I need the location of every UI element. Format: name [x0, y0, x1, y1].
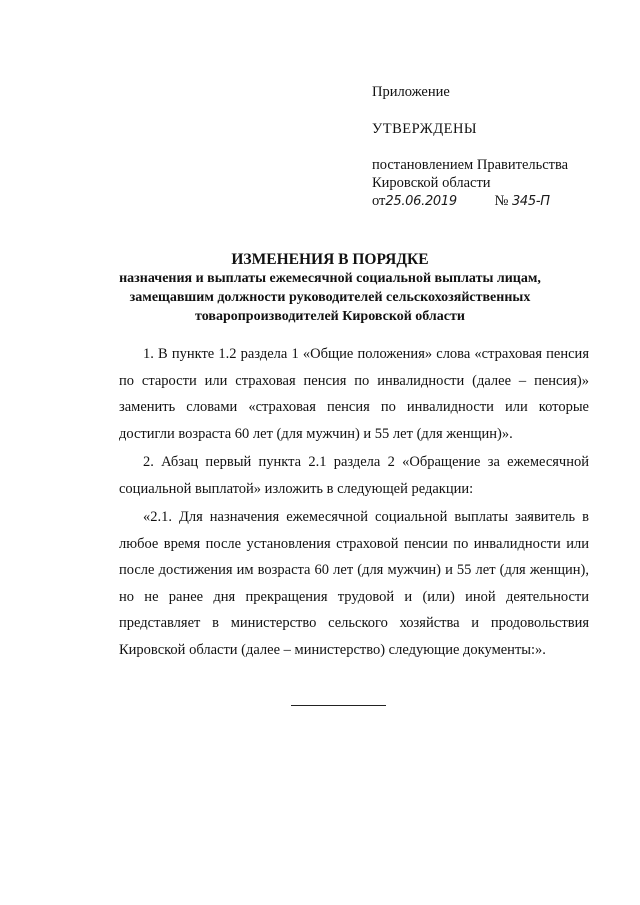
approved-label: УТВЕРЖДЕНЫ [372, 121, 478, 137]
approval-block [372, 83, 612, 211]
document-title [60, 250, 600, 326]
paragraph-2: 2. Абзац первый пункта 2.1 раздела 2 «Обращение за ежемесячной социальной выплатой» изложить в следующей редакции: [119, 454, 589, 497]
handwritten-number: 345-П [511, 194, 550, 209]
decree-line-1: постановлением Правительства [372, 157, 569, 173]
handwritten-date: 25.06.2019 [385, 194, 457, 209]
paragraph-1: 1. В пункте 1.2 раздела 1 «Общие положения» слова «страховая пенсия по старости или страховая пенсия по инвалидности (далее – пенсия)» заменить словами «страховая пенсия по инвалидности или которые достигли возраста 60 лет (для мужчин) и 55 лет (для женщин)». [119, 346, 589, 442]
title-sub-line-1: назначения и выплаты ежемесячной социальной выплаты лицам, [119, 271, 541, 286]
paragraph-quoted-2-1: «2.1. Для назначения ежемесячной социальной выплаты заявитель в любое время после установления страховой пенсии по инвалидности или после достижения им возраста 60 лет (для мужчин) и 55 лет (для женщин), но не ранее дня прекращения трудовой и (или) иной деятельности представляет в министерство сельского хозяйства и продовольствия Кировской области (далее – министерство) следующие документы:». [119, 509, 589, 658]
appendix-label: Приложение [372, 84, 450, 100]
number-prefix: № [494, 193, 509, 209]
decree-reference [372, 156, 612, 211]
document-body [119, 341, 589, 665]
decree-line-2: Кировской области [372, 175, 491, 191]
date-prefix: от [372, 193, 386, 209]
title-main: ИЗМЕНЕНИЯ В ПОРЯДКЕ [231, 251, 429, 268]
title-sub-line-3: товаропроизводителей Кировской области [195, 309, 465, 324]
title-sub-line-2: замещавшим должности руководителей сельскохозяйственных [129, 290, 531, 305]
decree-date-number-row [372, 192, 612, 211]
end-divider-line [291, 705, 386, 706]
